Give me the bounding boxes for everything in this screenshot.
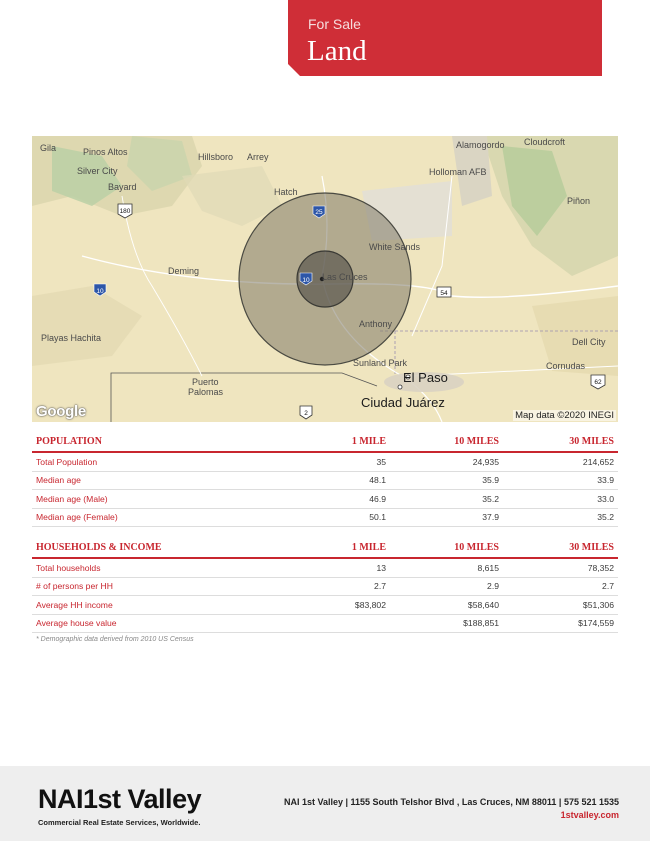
cell-1-mile: 35 bbox=[292, 452, 390, 471]
svg-text:Dell City: Dell City bbox=[572, 337, 606, 347]
svg-text:Puerto: Puerto bbox=[192, 377, 219, 387]
svg-text:Pinos Altos: Pinos Altos bbox=[83, 147, 128, 157]
svg-text:Alamogordo: Alamogordo bbox=[456, 140, 505, 150]
row-label: Median age (Female) bbox=[32, 508, 292, 527]
table-header-row bbox=[32, 434, 618, 452]
svg-text:Sunland Park: Sunland Park bbox=[353, 358, 408, 368]
logo-nai: NAI bbox=[38, 784, 83, 814]
company-logo[interactable] bbox=[38, 784, 218, 826]
svg-text:Hatch: Hatch bbox=[274, 187, 298, 197]
svg-text:Palomas: Palomas bbox=[188, 387, 224, 397]
svg-text:62: 62 bbox=[594, 379, 602, 386]
section-heading-households: HOUSEHOLDS & INCOME bbox=[32, 540, 292, 558]
column-1-mile: 1 MILE bbox=[292, 434, 390, 452]
row-label: # of persons per HH bbox=[32, 577, 292, 596]
svg-text:Playas Hachita: Playas Hachita bbox=[41, 333, 102, 343]
cell-10-miles: $58,640 bbox=[390, 596, 503, 615]
svg-text:El Paso: El Paso bbox=[403, 370, 448, 385]
svg-text:180: 180 bbox=[119, 208, 131, 215]
section-heading-population: POPULATION bbox=[32, 434, 292, 452]
svg-text:White Sands: White Sands bbox=[369, 242, 421, 252]
census-footnote: * Demographic data derived from 2010 US Census bbox=[36, 636, 194, 643]
cell-30-miles: 214,652 bbox=[503, 452, 618, 471]
svg-text:Bayard: Bayard bbox=[108, 182, 137, 192]
cell-10-miles: 37.9 bbox=[390, 508, 503, 527]
table-row bbox=[32, 471, 618, 490]
table-row bbox=[32, 558, 618, 577]
location-map[interactable] bbox=[32, 136, 618, 422]
logo-wordmark bbox=[38, 784, 201, 815]
svg-text:Ciudad Juárez: Ciudad Juárez bbox=[361, 395, 445, 410]
cell-30-miles: 33.9 bbox=[503, 471, 618, 490]
cell-1-mile bbox=[292, 614, 390, 633]
svg-text:10: 10 bbox=[302, 277, 310, 284]
row-label: Total Population bbox=[32, 452, 292, 471]
cell-30-miles: 35.2 bbox=[503, 508, 618, 527]
svg-text:Silver City: Silver City bbox=[77, 166, 118, 176]
table-row bbox=[32, 614, 618, 633]
svg-text:Hillsboro: Hillsboro bbox=[198, 152, 234, 162]
svg-text:Cornudas: Cornudas bbox=[546, 361, 586, 371]
table-row bbox=[32, 577, 618, 596]
table-row bbox=[32, 452, 618, 471]
cell-30-miles: 2.7 bbox=[503, 577, 618, 596]
cell-30-miles: 33.0 bbox=[503, 490, 618, 509]
column-30-miles: 30 MILES bbox=[503, 434, 618, 452]
table-row bbox=[32, 596, 618, 615]
households-income-table bbox=[32, 540, 618, 633]
cell-10-miles: 35.9 bbox=[390, 471, 503, 490]
map-canvas bbox=[32, 136, 618, 422]
row-label: Median age bbox=[32, 471, 292, 490]
svg-text:Deming: Deming bbox=[168, 266, 200, 276]
listing-header-tab bbox=[288, 0, 602, 76]
svg-text:Cloudcroft: Cloudcroft bbox=[524, 137, 566, 147]
svg-text:54: 54 bbox=[440, 290, 448, 297]
row-label: Average HH income bbox=[32, 596, 292, 615]
table-header-row bbox=[32, 540, 618, 558]
listing-type: For Sale bbox=[308, 16, 361, 32]
cell-1-mile: 13 bbox=[292, 558, 390, 577]
cell-30-miles: $174,559 bbox=[503, 614, 618, 633]
page-title: Land bbox=[307, 35, 367, 67]
contact-address: NAI 1st Valley | 1155 South Telshor Blvd , Las Cruces, NM 88011 | 575 521 1535 bbox=[283, 797, 619, 807]
row-label: Median age (Male) bbox=[32, 490, 292, 509]
column-10-miles: 10 MILES bbox=[390, 540, 503, 558]
row-label: Total households bbox=[32, 558, 292, 577]
website-link[interactable]: 1stvalley.com bbox=[560, 810, 619, 820]
population-table bbox=[32, 434, 618, 527]
table-row bbox=[32, 490, 618, 509]
cell-1-mile: 48.1 bbox=[292, 471, 390, 490]
cell-1-mile: 2.7 bbox=[292, 577, 390, 596]
svg-text:Gila: Gila bbox=[40, 143, 57, 153]
logo-valley: 1st Valley bbox=[83, 784, 202, 814]
svg-text:25: 25 bbox=[315, 209, 323, 216]
cell-10-miles: 24,935 bbox=[390, 452, 503, 471]
cell-1-mile: 46.9 bbox=[292, 490, 390, 509]
page-footer bbox=[0, 766, 650, 841]
route-shield-54 bbox=[437, 287, 451, 297]
google-logo[interactable]: Google bbox=[36, 403, 86, 420]
cell-10-miles: 35.2 bbox=[390, 490, 503, 509]
cell-1-mile: 50.1 bbox=[292, 508, 390, 527]
cell-10-miles: 8,615 bbox=[390, 558, 503, 577]
map-credit[interactable]: Map data ©2020 INEGI bbox=[515, 410, 614, 421]
svg-text:Las Cruces: Las Cruces bbox=[322, 272, 368, 282]
logo-tagline: Commercial Real Estate Services, Worldwide. bbox=[38, 818, 201, 827]
cell-30-miles: $51,306 bbox=[503, 596, 618, 615]
svg-text:10: 10 bbox=[96, 288, 104, 295]
header-fold bbox=[288, 64, 300, 76]
table-row bbox=[32, 508, 618, 527]
svg-text:Arrey: Arrey bbox=[247, 152, 269, 162]
column-1-mile: 1 MILE bbox=[292, 540, 390, 558]
svg-text:2: 2 bbox=[304, 410, 308, 417]
column-10-miles: 10 MILES bbox=[390, 434, 503, 452]
cell-1-mile: $83,802 bbox=[292, 596, 390, 615]
cell-10-miles: 2.9 bbox=[390, 577, 503, 596]
column-30-miles: 30 MILES bbox=[503, 540, 618, 558]
svg-text:Piñon: Piñon bbox=[567, 196, 591, 206]
svg-text:Anthony: Anthony bbox=[359, 319, 393, 329]
svg-text:Holloman AFB: Holloman AFB bbox=[429, 167, 487, 177]
cell-30-miles: 78,352 bbox=[503, 558, 618, 577]
cell-10-miles: $188,851 bbox=[390, 614, 503, 633]
row-label: Average house value bbox=[32, 614, 292, 633]
